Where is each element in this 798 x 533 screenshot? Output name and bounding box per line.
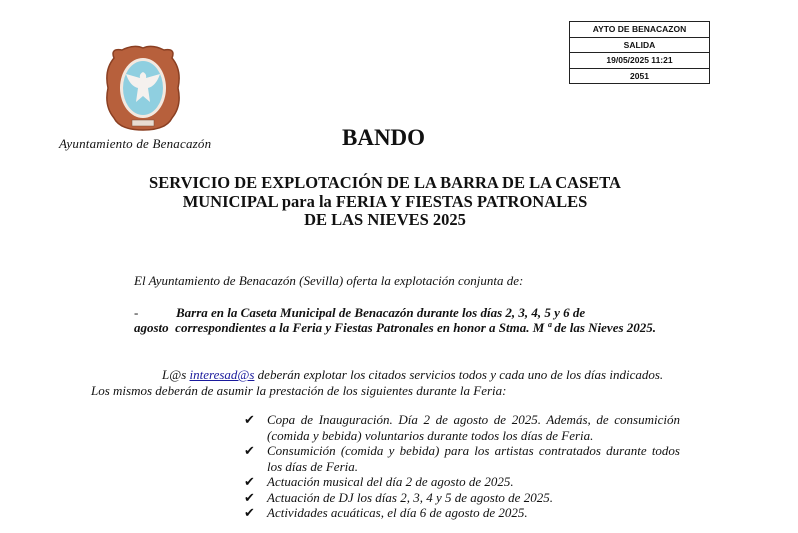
list-item-text: Consumición (comida y bebida) para los artistas contratados durante todos los días de Feria. bbox=[267, 443, 680, 474]
obligations-checklist bbox=[244, 412, 680, 521]
list-item bbox=[244, 412, 680, 443]
subject-line-3: DE LAS NIEVES 2025 bbox=[304, 210, 466, 229]
para-rest: deberán explotar los citados servicios todos y cada uno de los días indicados. Los mismos deberán de asumir la prestación de los siguientes durante la Feria: bbox=[91, 367, 664, 398]
dash-bullet: - bbox=[134, 305, 139, 320]
list-item-text: Actuación de DJ los días 2, 3, 4 y 5 de agosto de 2025. bbox=[267, 489, 553, 505]
subject-line-2: MUNICIPAL para la FERIA Y FIESTAS PATRONALES bbox=[182, 191, 588, 211]
checkmark-icon: ✔ bbox=[244, 474, 255, 489]
checkmark-icon: ✔ bbox=[244, 443, 255, 458]
stamp-type: SALIDA bbox=[570, 38, 709, 54]
intro-paragraph: El Ayuntamiento de Benacazón (Sevilla) oferta la explotación conjunta de: bbox=[134, 273, 524, 288]
para-prefix: L@s bbox=[162, 367, 187, 382]
offer-item-text-2: correspondientes a la Feria y Fiestas Patronales en honor a Stma. M ª de las Nieves 2025. bbox=[175, 320, 657, 335]
offer-item-prefix: agosto bbox=[134, 320, 169, 335]
page-title: BANDO bbox=[342, 125, 426, 150]
document-subject bbox=[100, 174, 670, 230]
list-item bbox=[244, 490, 680, 506]
checkmark-icon: ✔ bbox=[244, 412, 255, 427]
offer-item-line-1 bbox=[134, 305, 585, 321]
list-item-text: Actividades acuáticas, el día 6 de agosto de 2025. bbox=[267, 505, 528, 520]
coat-of-arms-icon bbox=[104, 44, 182, 132]
list-item-text: Actuación musical del día 2 de agosto de 2025. bbox=[267, 474, 514, 489]
offer-item-text-1: Barra en la Caseta Municipal de Benacazón durante los días 2, 3, 4, 5 y 6 de bbox=[176, 305, 586, 320]
interesados-link[interactable]: interesad@s bbox=[189, 367, 255, 382]
list-item-text: Copa de Inauguración. Día 2 de agosto de 2025. Además, de consumición (comida y bebida) voluntarios durante todos los días de Feria. bbox=[267, 412, 680, 443]
stamp-number: 2051 bbox=[630, 70, 649, 81]
registry-stamp bbox=[569, 21, 710, 84]
organization-name: Ayuntamiento de Benacazón bbox=[59, 136, 212, 151]
offer-item-line-2 bbox=[134, 320, 656, 336]
checkmark-icon: ✔ bbox=[244, 489, 255, 505]
list-item bbox=[244, 505, 680, 521]
checkmark-icon: ✔ bbox=[244, 505, 255, 520]
obligations-paragraph bbox=[91, 367, 681, 398]
stamp-entity: AYTO DE BENACAZON bbox=[570, 22, 709, 38]
stamp-datetime: 19/05/2025 11:21 bbox=[570, 53, 709, 69]
list-item bbox=[244, 474, 680, 490]
subject-line-1: SERVICIO DE EXPLOTACIÓN DE LA BARRA DE LA CASETA bbox=[149, 173, 621, 192]
list-item bbox=[244, 443, 680, 474]
